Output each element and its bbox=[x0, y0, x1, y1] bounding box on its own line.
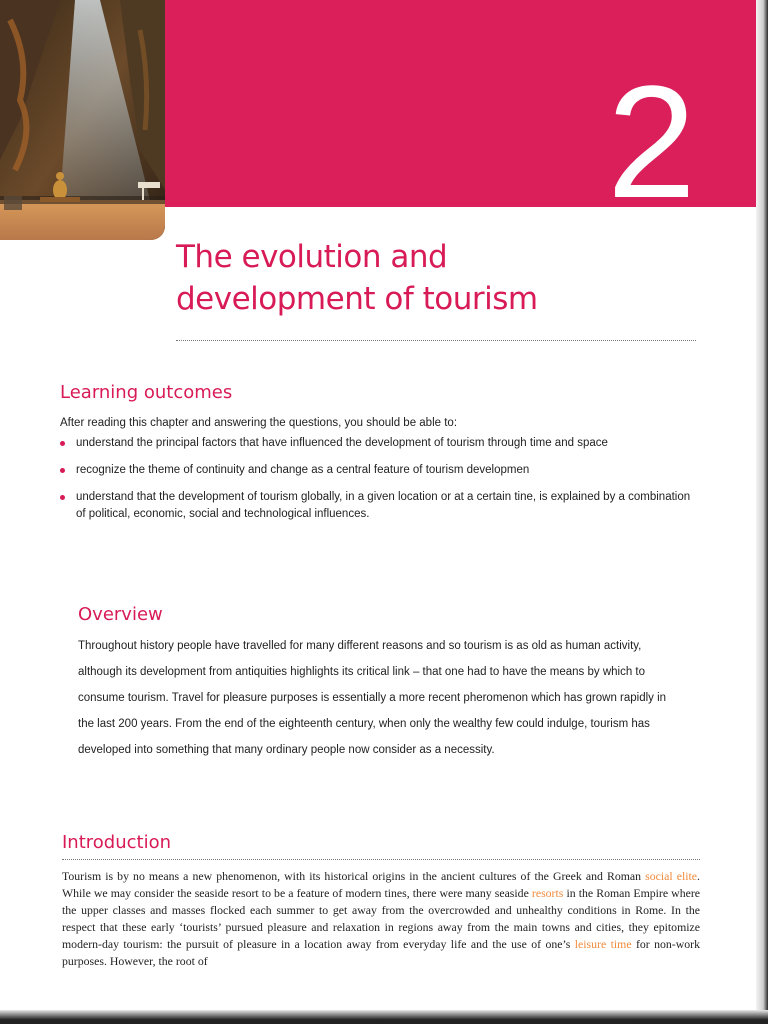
title-divider bbox=[176, 340, 696, 341]
learning-outcome-item bbox=[60, 489, 700, 523]
page-edge bbox=[756, 0, 768, 1024]
learning-outcomes-intro: After reading this chapter and answering the questions, you should be able to: bbox=[60, 417, 458, 429]
chapter-title-line-2: development of tourism bbox=[176, 281, 538, 317]
learning-outcome-text: understand that the development of tourism globally, in a given location or at a certain tine, is explained by a combination of political, economic, social and technological influences. bbox=[76, 491, 691, 520]
bullet-icon bbox=[60, 495, 65, 500]
learning-outcomes-heading: Learning outcomes bbox=[60, 382, 233, 403]
introduction-section bbox=[62, 832, 700, 970]
intro-text-part: . While we may consider the seaside resort to be a feature of modern tines, there were many seaside bbox=[62, 869, 700, 900]
chapter-title bbox=[176, 236, 538, 320]
keyword-social-elite: social elite bbox=[645, 869, 698, 883]
introduction-paragraph bbox=[62, 868, 700, 970]
learning-outcomes-section bbox=[60, 382, 700, 533]
bullet-icon bbox=[60, 441, 65, 446]
intro-text-part: for non-work purposes. However, the root of bbox=[62, 937, 700, 968]
overview-section bbox=[78, 604, 678, 763]
overview-text: Throughout history people have travelled for many different reasons and so tourism is as old as human activity, although its development from antiquities highlights its critical link – that one had to have the means by which to consume tourism. Travel for pleasure purposes is essentially a more recent pheromenon which has grown rapidly in the last 200 years. From the end of the eighteenth century, when only the wealthy few could indulge, tourism has developed into something that many ordinary people now consider as a necessity. bbox=[78, 640, 667, 756]
learning-outcomes-list bbox=[60, 435, 700, 523]
keyword-resorts: resorts bbox=[531, 886, 564, 900]
chapter-title-line-1: The evolution and bbox=[176, 239, 448, 275]
introduction-heading: Introduction bbox=[62, 832, 172, 853]
introduction-divider bbox=[62, 859, 700, 860]
chapter-header-band bbox=[165, 0, 756, 231]
learning-outcome-text: recognize the theme of continuity and change as a central feature of tourism developmen bbox=[76, 464, 530, 476]
overview-heading: Overview bbox=[78, 604, 163, 625]
cave-photo bbox=[0, 0, 165, 240]
bullet-icon bbox=[60, 468, 65, 473]
cave-temple-image bbox=[0, 0, 165, 240]
bottom-edge bbox=[0, 1010, 768, 1024]
learning-outcome-item bbox=[60, 462, 700, 479]
learning-outcome-text: understand the principal factors that have influenced the development of tourism through time and space bbox=[76, 437, 608, 449]
chapter-number: 2 bbox=[607, 52, 696, 231]
intro-text-part: in the Roman Empire where the upper classes and masses flocked each summer to get away from the overcrowded and unhealthy conditions in Rome. In the respect that these early ‘tourists’ pursued pleasure and relaxation in regions away from the main towns and cities, they epitomize modern-day tourism: the pursuit of pleasure in a location away from everyday life and the use of one’s bbox=[62, 886, 700, 951]
intro-text-part: Tourism is by no means a new phenomenon, with its historical origins in the ancient cultures of the Greek and Roman bbox=[62, 869, 646, 883]
learning-outcome-item bbox=[60, 435, 700, 452]
keyword-leisure-time: leisure time bbox=[574, 937, 632, 951]
